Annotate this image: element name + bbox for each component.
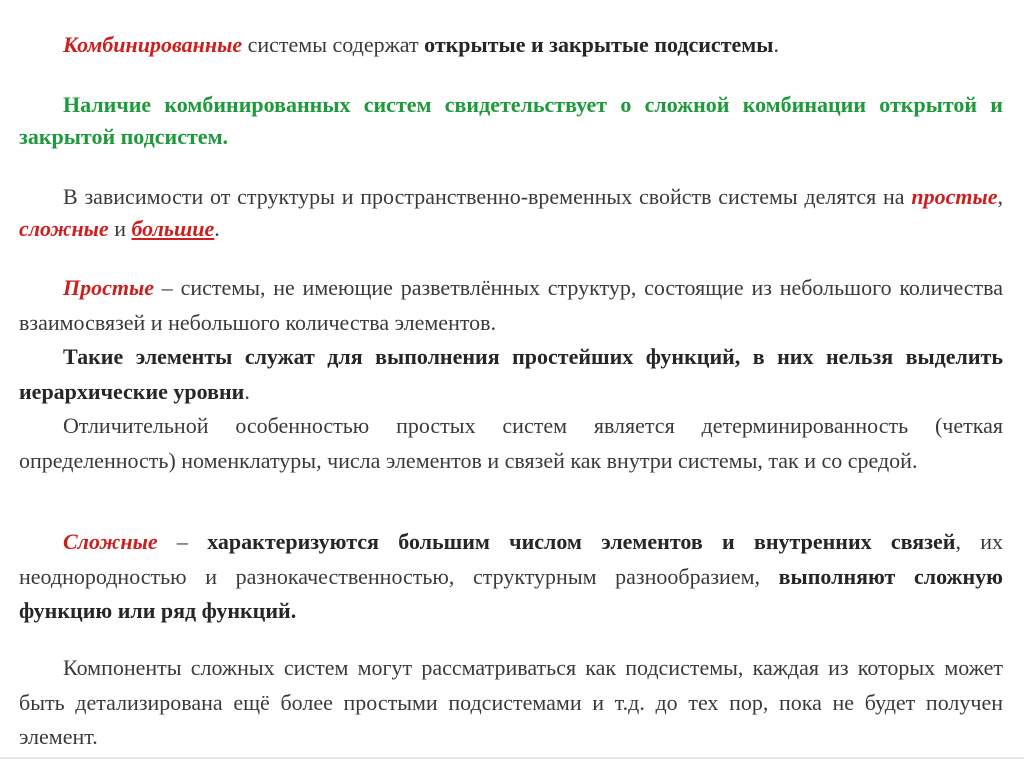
term-complex-def: Сложные — [63, 529, 158, 554]
term-simple: простые — [911, 184, 998, 209]
p2-text: Наличие комбинированных систем свидетельствует о сложной комбинации открытой и закрытой подсистем. — [19, 92, 1003, 149]
p3-end: . — [214, 216, 220, 241]
p1-bold: открытые и закрытые подсистемы — [424, 32, 774, 57]
p4-line2-end: . — [244, 378, 250, 404]
p3-text: В зависимости от структуры и пространственно-временных свойств системы делятся на — [63, 184, 912, 209]
p3-sep1: , — [997, 184, 1003, 209]
paragraph-combined-presence — [19, 89, 1003, 153]
p5-bold1: характеризуются большим числом элементов и внутренних связей — [207, 529, 956, 554]
bottom-divider — [0, 757, 1024, 759]
p5-bold2: выполняют сложную функцию или ряд функций. — [19, 563, 1003, 624]
paragraph-classification — [19, 181, 1003, 245]
paragraph-combined-systems — [19, 29, 1003, 61]
p5-dash: – — [157, 529, 208, 554]
p3-sep2: и — [108, 216, 132, 241]
term-complex: сложные — [19, 216, 109, 241]
p4-line1 — [19, 271, 1003, 340]
p4-text1: – системы, не имеющие разветвлённых структур, состоящие из небольшого количества взаимосвязей и небольшого количества элементов. — [19, 275, 1003, 335]
term-large: большие — [131, 216, 215, 241]
paragraph-components: Компоненты сложных систем могут рассматриваться как подсистемы, каждая из которых может быть детализирована ещё более простыми подсистемами и т.д. до тех пор, пока не будет получен элемент. — [19, 655, 1003, 750]
p1-end: . — [773, 32, 779, 57]
term-simple-def: Простые — [63, 275, 155, 300]
term-combined: Комбинированные — [63, 32, 243, 57]
p5-text1: , их неоднородностью и разнокачественностью, структурным разнообразием, — [19, 529, 1004, 589]
p4-line3: Отличительной особенностью простых систем является детерминированность (четкая определенность) номенклатуры, числа элементов и связей как внутри системы, так и со средой. — [19, 413, 1003, 473]
paragraph-simple-systems — [19, 271, 1003, 479]
p1-text: системы содержат — [242, 32, 425, 57]
paragraph-complex-systems — [19, 525, 1003, 629]
p4-line2 — [19, 340, 1003, 409]
p4-bold: Такие элементы служат для выполнения простейших функций, в них нельзя выделить иерархические уровни — [19, 344, 1003, 404]
